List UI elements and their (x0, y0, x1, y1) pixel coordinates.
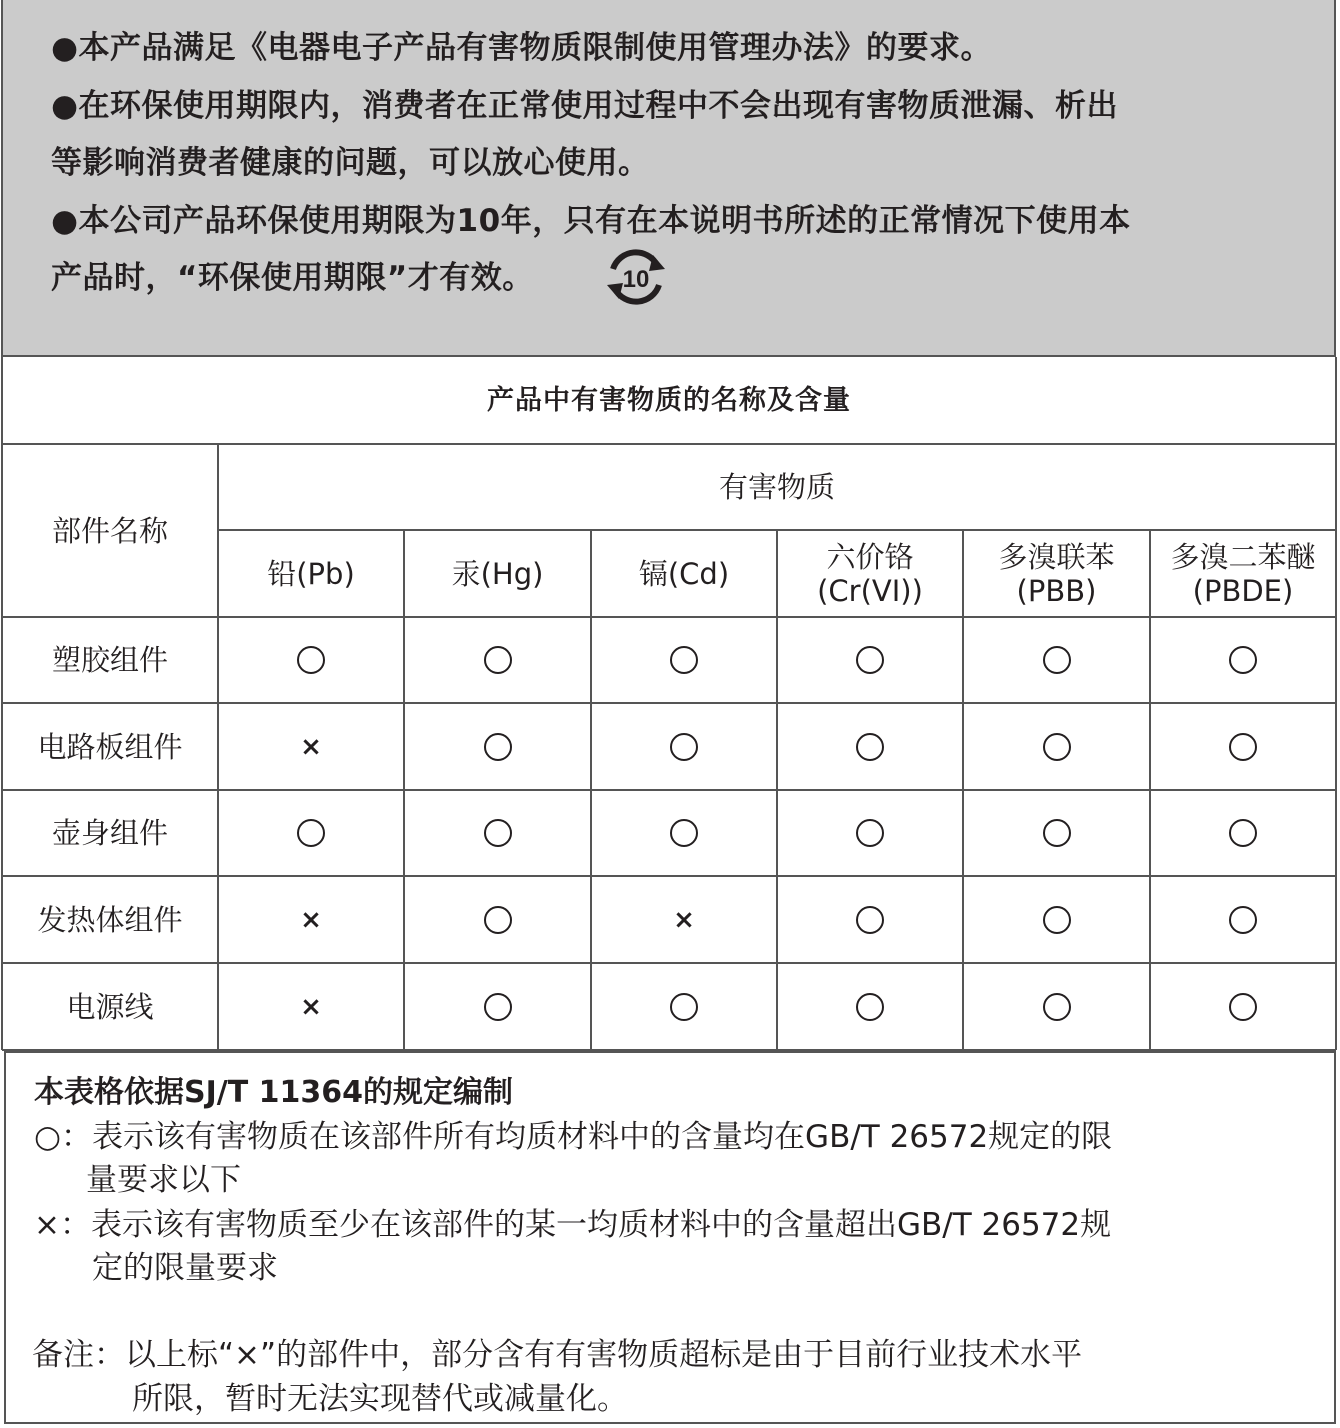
circle-icon (1229, 733, 1257, 761)
column-header-line: 多溴二苯醚 (1170, 539, 1316, 574)
environmental-notice (1, 0, 1336, 357)
circle-icon (670, 733, 698, 761)
circle-icon (484, 993, 512, 1021)
circle-icon (297, 646, 325, 674)
compliant-circle-mark (963, 617, 1150, 703)
compliant-circle-mark (591, 703, 777, 790)
notice-line-1: ●本产品满足《电器电子产品有害物质限制使用管理办法》的要求。 (51, 30, 993, 66)
cross-legend-continued: 定的限量要求 (92, 1250, 278, 1286)
column-header-pbde (1150, 530, 1336, 617)
column-header-line: 汞(Hg) (451, 556, 544, 591)
notice-line-3: 等影响消费者健康的问题，可以放心使用。 (51, 145, 650, 181)
compliant-circle-mark (218, 790, 404, 876)
column-header-line: 多溴联苯 (998, 539, 1115, 574)
column-header-pb (218, 530, 404, 617)
compliant-circle-mark (777, 790, 963, 876)
column-header-pbb (963, 530, 1150, 617)
column-header-line: (PBDE) (1192, 573, 1294, 608)
column-header-line: (Cr(VI)) (817, 573, 923, 608)
logo-number: 10 (622, 266, 650, 293)
circle-icon (1043, 733, 1071, 761)
circle-icon (1229, 906, 1257, 934)
circle-icon (856, 819, 884, 847)
compliant-circle-mark (591, 617, 777, 703)
cross-icon: × (673, 904, 695, 935)
notice-line-2: ●在环保使用期限内，消费者在正常使用过程中不会出现有害物质泄漏、析出 (51, 88, 1119, 124)
circle-icon (670, 993, 698, 1021)
table-notes (4, 1051, 1336, 1424)
compliant-circle-mark (1150, 963, 1336, 1050)
circle-icon (1229, 993, 1257, 1021)
part-name-header: 部件名称 (51, 513, 168, 548)
circle-icon (856, 906, 884, 934)
compliant-circle-mark (963, 876, 1150, 963)
table-title: 产品中有害物质的名称及含量 (487, 385, 851, 416)
exceeds-cross-mark (218, 876, 404, 963)
circle-icon (670, 646, 698, 674)
part-name-cell: 塑胶组件 (51, 643, 168, 677)
cross-legend: ×：表示该有害物质至少在该部件的某一均质材料中的含量超出GB/T 26572规 (34, 1207, 1112, 1243)
circle-icon (856, 646, 884, 674)
cross-icon: × (300, 991, 322, 1022)
cross-icon: × (300, 904, 322, 935)
compliant-circle-mark (1150, 703, 1336, 790)
circle-icon (670, 819, 698, 847)
compliant-circle-mark (404, 876, 591, 963)
column-header-line: (PBB) (1016, 573, 1097, 608)
column-header-hg (404, 530, 591, 617)
part-name-cell: 电源线 (66, 989, 154, 1024)
compliant-circle-mark (591, 963, 777, 1050)
part-name-cell: 发热体组件 (37, 902, 183, 937)
compliant-circle-mark (1150, 617, 1336, 703)
column-header-line: 铅(Pb) (267, 556, 355, 591)
circle-icon (1229, 819, 1257, 847)
circle-legend-continued: 量要求以下 (86, 1162, 241, 1198)
column-header-cd (591, 530, 777, 617)
circle-icon (484, 906, 512, 934)
compliant-circle-mark (777, 617, 963, 703)
notice-line-4: ●本公司产品环保使用期限为10年，只有在本说明书所述的正常情况下使用本 (51, 203, 1131, 239)
circle-icon (1043, 646, 1071, 674)
circle-icon (1229, 646, 1257, 674)
column-header-line: 镉(Cd) (638, 556, 730, 591)
cross-icon: × (300, 731, 322, 762)
exceeds-cross-mark (591, 876, 777, 963)
compliant-circle-mark (1150, 790, 1336, 876)
compliant-circle-mark (404, 790, 591, 876)
circle-icon (856, 733, 884, 761)
remark: 备注：以上标“×”的部件中，部分含有有害物质超标是由于目前行业技术水平 (32, 1337, 1083, 1373)
circle-icon (484, 733, 512, 761)
column-header-line: 六价铬 (826, 539, 914, 574)
compliant-circle-mark (777, 703, 963, 790)
compliant-circle-mark (1150, 876, 1336, 963)
hazardous-substance-header: 有害物质 (718, 470, 835, 504)
compliant-circle-mark (218, 617, 404, 703)
circle-icon (1043, 819, 1071, 847)
compliant-circle-mark (963, 963, 1150, 1050)
epup-10-year-logo-icon (603, 247, 669, 307)
part-name-cell: 壶身组件 (51, 816, 168, 850)
circle-icon (484, 819, 512, 847)
compliant-circle-mark (777, 876, 963, 963)
circle-icon (484, 646, 512, 674)
circle-legend: ○：表示该有害物质在该部件所有均质材料中的含量均在GB/T 26572规定的限 (34, 1119, 1113, 1155)
part-name-cell: 电路板组件 (37, 729, 183, 764)
compliant-circle-mark (404, 963, 591, 1050)
notice-line-5: 产品时，“环保使用期限”才有效。 (51, 260, 534, 296)
circle-icon (856, 993, 884, 1021)
compliant-circle-mark (777, 963, 963, 1050)
column-header-cr6 (777, 530, 963, 617)
circle-icon (1043, 906, 1071, 934)
compliant-circle-mark (963, 790, 1150, 876)
exceeds-cross-mark (218, 703, 404, 790)
standard-basis: 本表格依据SJ/T 11364的规定编制 (34, 1075, 514, 1110)
compliant-circle-mark (591, 790, 777, 876)
compliant-circle-mark (963, 703, 1150, 790)
remark-continued: 所限，暂时无法实现替代或减量化。 (132, 1381, 628, 1417)
compliant-circle-mark (404, 703, 591, 790)
circle-icon (297, 819, 325, 847)
exceeds-cross-mark (218, 963, 404, 1050)
circle-icon (1043, 993, 1071, 1021)
compliant-circle-mark (404, 617, 591, 703)
